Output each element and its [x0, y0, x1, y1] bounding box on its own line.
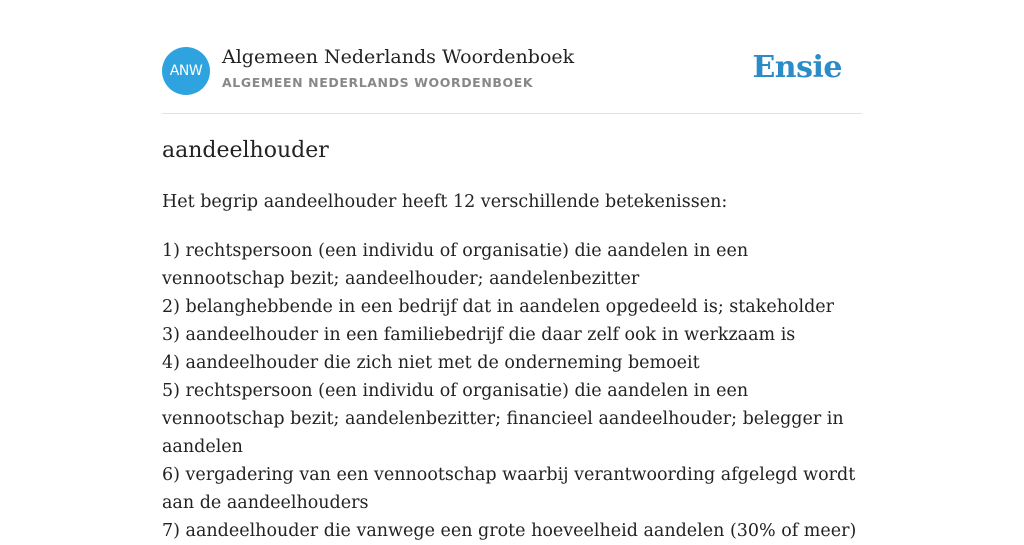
header-divider	[162, 113, 862, 114]
definition-item: 3) aandeelhouder in een familiebedrijf die daar zelf ook in werkzaam is	[162, 325, 796, 345]
definition-item: 5) rechtspersoon (een individu of organisatie) die aandelen in een vennootschap bezit; aandelenbezitter; financieel aandeelhouder; belegger in aandelen	[162, 381, 844, 457]
entry-intro: Het begrip aandeelhouder heeft 12 verschillende betekenissen:	[162, 192, 728, 212]
definitions-list	[162, 237, 867, 545]
definition-item: 1) rechtspersoon (een individu of organisatie) die aandelen in een vennootschap bezit; aandeelhouder; aandelenbezitter	[162, 241, 749, 289]
ensie-brand-logo[interactable]: Ensie	[752, 50, 842, 85]
definition-item: 2) belanghebbende in een bedrijf dat in aandelen opgedeeld is; stakeholder	[162, 297, 835, 317]
anw-logo[interactable]	[162, 47, 210, 95]
site-subtitle: ALGEMEEN NEDERLANDS WOORDENBOEK	[222, 75, 534, 90]
site-title[interactable]: Algemeen Nederlands Woordenboek	[222, 46, 575, 68]
site-header	[162, 46, 862, 96]
definition-item: 4) aandeelhouder die zich niet met de onderneming bemoeit	[162, 353, 700, 373]
logo-text: ANW	[169, 63, 203, 79]
entry-title: aandeelhouder	[162, 138, 329, 163]
definition-item: 7) aandeelhouder die vanwege een grote hoeveelheid aandelen (30% of meer)	[162, 521, 857, 541]
definition-item: 6) vergadering van een vennootschap waarbij verantwoording afgelegd wordt aan de aandeelhouders	[162, 465, 856, 513]
